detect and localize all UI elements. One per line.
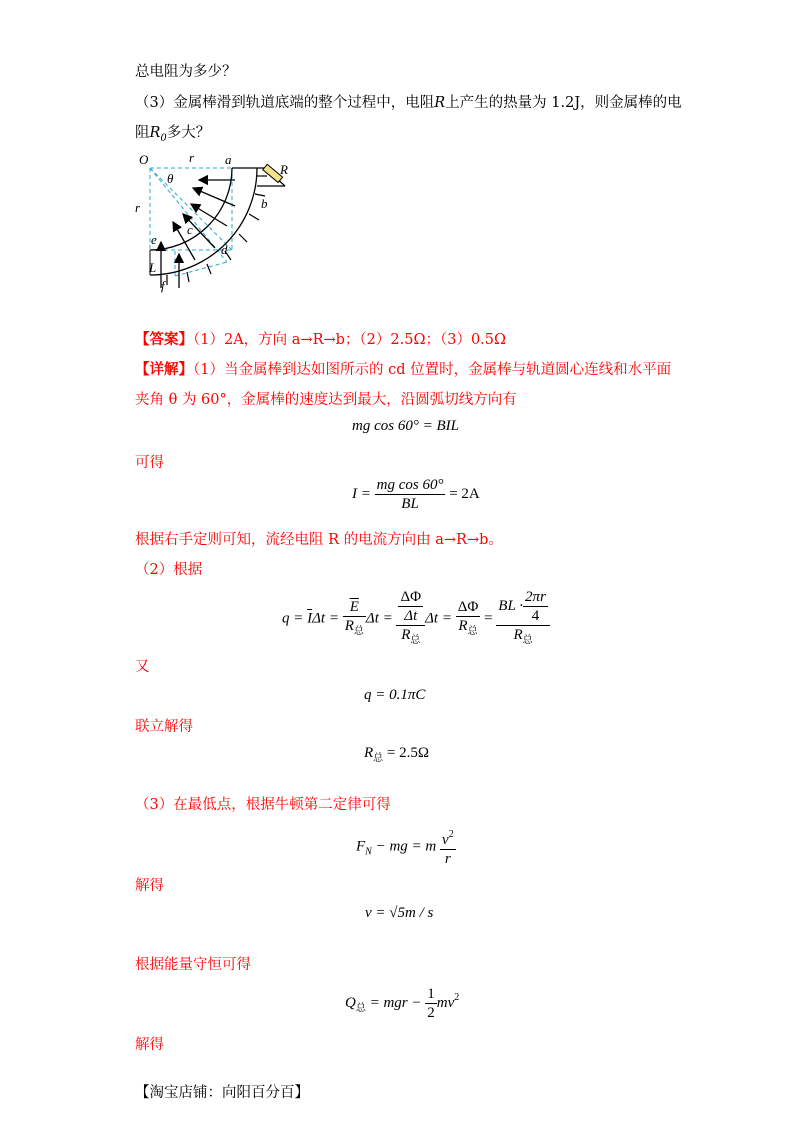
kede-1: 可得	[135, 455, 164, 471]
eq8-mid: = mgr −	[369, 994, 422, 1011]
eq2-num: mg cos 60°	[376, 477, 444, 493]
eq3-dt: Δt	[404, 608, 418, 624]
label-theta: θ	[167, 171, 174, 186]
label-e: e	[151, 232, 157, 247]
eq8-den: 2	[427, 1005, 435, 1021]
eq6-F: F	[356, 838, 366, 855]
label-r-left: r	[135, 200, 141, 215]
jiede-1: 解得	[135, 878, 164, 894]
track-diagram	[135, 148, 295, 298]
answer-tag: 【答案】	[135, 331, 193, 348]
eq3-2pir: 2πr	[525, 589, 546, 605]
eq6-mid: − mg = m	[375, 838, 437, 855]
equation-8	[345, 985, 459, 1022]
eq3-BL: BL ·	[498, 597, 524, 614]
label-a: a	[225, 152, 232, 167]
question-line-2-c: 上产生的热量为 1.2J，则金属棒的电	[445, 95, 682, 111]
label-r-top: r	[189, 150, 195, 165]
label-R: R	[280, 162, 288, 177]
eq6-sub: N	[365, 846, 372, 858]
eq8-num: 1	[427, 986, 435, 1002]
detail-tag: 【详解】	[135, 361, 193, 378]
eq3-frac-4	[496, 588, 550, 650]
eq3-frac-3	[456, 598, 481, 641]
label-d: d	[221, 242, 228, 257]
eq3-E: $\overline{E}$	[343, 598, 366, 617]
equation-6	[356, 826, 456, 868]
eq2-frac	[375, 476, 446, 513]
eq3-R4: R	[513, 627, 523, 643]
eq3-z1: 总	[353, 625, 364, 637]
eq3-dt3: Δt =	[425, 610, 452, 627]
eq3-dphi: ΔΦ	[400, 589, 422, 605]
eq6-frac	[440, 826, 456, 868]
question-line-3-sub: 0	[160, 133, 167, 144]
eq8-sup: 2	[454, 991, 460, 1003]
question-line-2	[135, 93, 682, 113]
detail-line-5: （3）在最低点，根据牛顿第二定律可得	[135, 797, 391, 813]
detail-line-3: 根据右手定则可知，流经电阻 R 的电流方向由 a→R→b。	[135, 532, 503, 548]
eq3-frac-1	[343, 598, 366, 641]
eq3-R2: R	[401, 627, 411, 643]
detail-line-1	[135, 360, 671, 380]
footer-shop: 【淘宝店铺：向阳百分百】	[135, 1085, 309, 1101]
equation-3	[282, 588, 550, 650]
question-line-2-R: R	[434, 95, 446, 111]
eq6-v: v	[442, 832, 449, 848]
eq3-q: q =	[282, 610, 304, 627]
label-O: O	[139, 152, 149, 167]
detail-p1a: （1）当金属棒到达如图所示的 cd 位置时，金属棒与轨道圆心连线和水平面	[193, 362, 672, 378]
eq2-lhs: I =	[352, 485, 371, 502]
answer-line	[135, 330, 506, 350]
eq2-rhs: = 2A	[449, 485, 480, 502]
eq3-frac-2	[396, 588, 425, 650]
eq3-4: 4	[531, 608, 540, 624]
rail-ticks	[167, 176, 267, 285]
lianli: 联立解得	[135, 719, 193, 735]
equation-1: mg cos 60° = BIL	[352, 418, 459, 434]
eq3-z4: 总	[522, 635, 533, 646]
equation-7: v = √5m / s	[365, 905, 434, 921]
eq6-den: r	[444, 851, 451, 867]
question-line-3	[135, 123, 210, 149]
equation-5	[364, 745, 429, 764]
question-line-3-a: 阻	[135, 125, 150, 141]
eq8-Q: Q	[345, 994, 356, 1011]
jiede-2: 解得	[135, 1037, 164, 1053]
equation-2	[352, 476, 480, 513]
label-L: L	[149, 260, 157, 275]
eq3-dt2: Δt =	[365, 610, 393, 627]
eq8-frac	[425, 985, 437, 1022]
detail-line-4: （2）根据	[135, 562, 203, 578]
eq5-R: R	[364, 745, 374, 761]
eq6-sup: 2	[448, 829, 454, 840]
detail-line-2: 夹角 θ 为 60°，金属棒的速度达到最大，沿圆弧切线方向有	[135, 392, 517, 408]
equation-4: q = 0.1πC	[364, 687, 426, 703]
eq3-R1: R	[344, 617, 354, 634]
eq5-rhs: = 2.5Ω	[386, 745, 430, 761]
eq3-I: $\overline{I}$	[307, 610, 313, 627]
eq3-eq: =	[484, 610, 493, 627]
eq8-sub: 总	[355, 1002, 366, 1014]
eq2-den: BL	[401, 496, 419, 512]
question-line-3-d: 多大？	[166, 125, 211, 141]
eq3-R3: R	[458, 617, 468, 634]
you: 又	[135, 659, 150, 675]
label-c: c	[187, 222, 193, 237]
eq3-z3: 总	[467, 625, 478, 637]
detail-line-6: 根据能量守恒可得	[135, 957, 251, 973]
eq8-tail: mv	[436, 994, 455, 1011]
answer-text: （1）2A，方向 a→R→b；（2）2.5Ω；（3）0.5Ω	[193, 332, 507, 348]
question-line-3-R: R	[149, 125, 161, 141]
eq3-dphi2: ΔΦ	[457, 598, 479, 615]
question-line-1: 总电阻为多少？	[135, 64, 237, 80]
eq3-z2: 总	[410, 635, 421, 646]
label-f: f	[161, 278, 165, 293]
eq3-dt1: Δt =	[312, 610, 339, 627]
label-b: b	[261, 196, 268, 211]
question-line-2-a: （3）金属棒滑到轨道底端的整个过程中，电阻	[135, 95, 435, 111]
eq5-sub: 总	[373, 753, 384, 764]
